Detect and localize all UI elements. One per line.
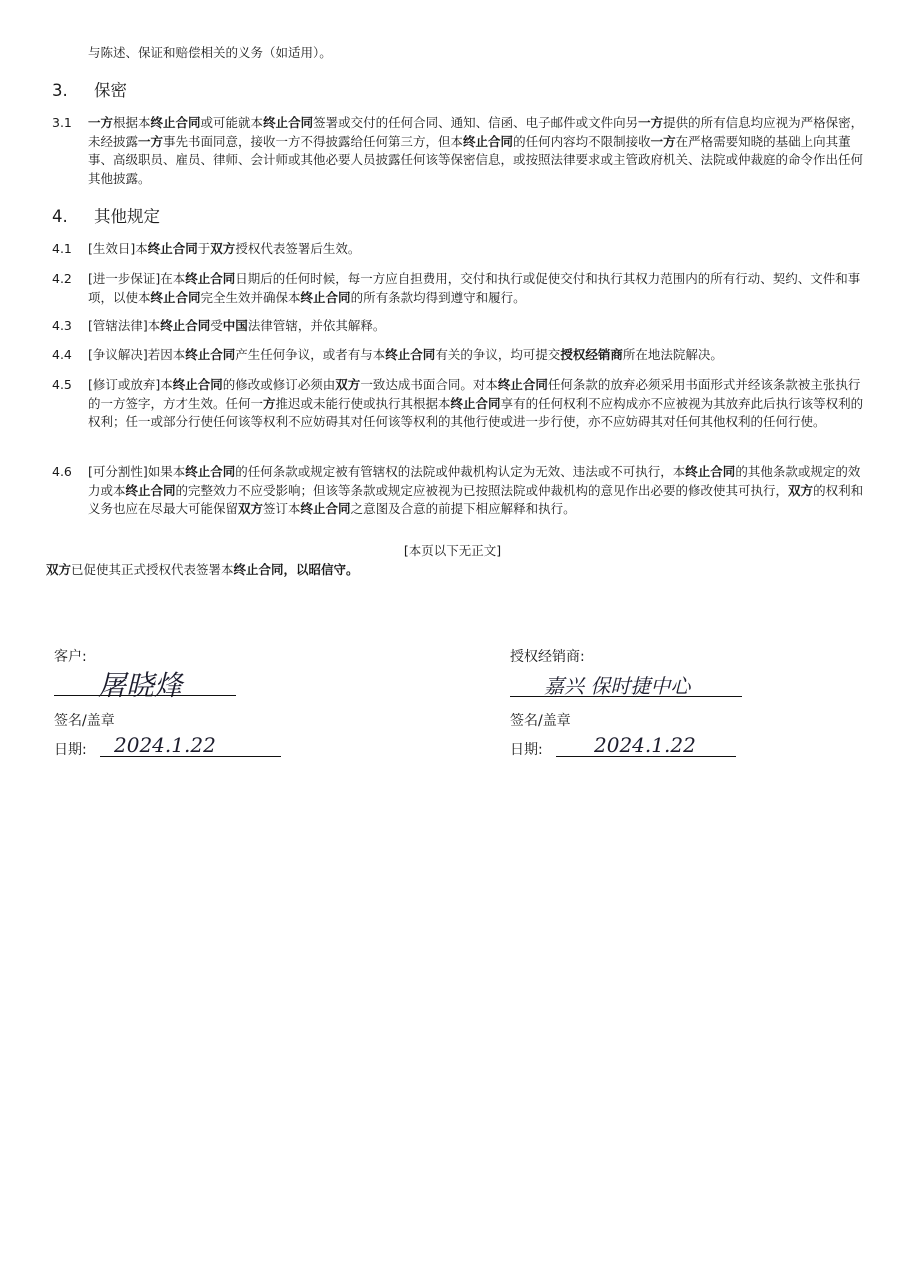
text-run: 任何条款的放弃必须采用书面形式并经该条款被主张执行的一方签字，方才生效。任何一 [88,377,861,411]
text-run: 的所有条款均得到遵守和履行。 [350,289,526,305]
text-run: 完全生效并确保本 [200,289,301,305]
bold-term: 一方 [638,115,664,130]
signature-block-customer [54,646,294,766]
text-run: [可分割性]如果本 [88,464,186,479]
bold-term: 终止合同 [185,347,236,362]
clause-4-1-text [88,240,864,259]
bold-term: 终止合同 [385,347,436,362]
bold-term: 中国 [222,318,248,333]
text-run: [进一步保证]在本 [88,271,186,286]
clause-4-4-text [88,346,864,365]
text-run: 法律管辖，并依其解释。 [247,318,386,333]
clause-4-2-text [88,270,864,307]
text-run: 享有的任何权利不应构成亦不应被视为其放弃此后执行该等权利的权利；任一或部分行使任何该等权利不应妨碍其对任何该等权利的其他行使或进一步行使，亦不应妨碍其对任何其他权利的任何行使。 [88,395,864,429]
text-run: 的其他条款或规定的效力或本 [88,464,861,498]
no-text-below-note: [本页以下无正文] [403,543,502,558]
bold-term: 终止合同 [685,464,736,479]
text-run: 根据本 [113,115,151,130]
clause-4-3-number: 4.3 [52,318,72,333]
clause-4-5-number: 4.5 [52,377,72,392]
bold-term: 双方 [335,377,361,392]
bold-term: 终止合同 [125,482,176,498]
customer-date-line [100,756,281,757]
dealer-signature-line [510,696,742,697]
dealer-sign-seal-label: 签名/盖章 [510,713,571,729]
bold-term: 终止合同 [463,133,514,149]
text-run: 有关的争议，均可提交 [435,347,561,362]
text-run: 所在地法院解决。 [622,347,723,362]
bold-term: 终止合同 [185,271,236,286]
text-run: 已促使其正式授权代表签署本 [71,562,234,577]
text-run: 在严格需要知晓的基础上向其董事、高级职员、雇员、律师、会计师或其他必要人员披露任何该等保密信息，或按照法律要求或主管政府机关、法院或仲裁庭的命令作出任何其他披露。 [88,133,864,186]
text-run: 或可能就本 [200,115,264,130]
clause-4-3 [52,317,864,336]
dealer-handwritten-signature: 嘉兴 保时捷中心 [544,674,691,698]
bold-term: 授权经销商 [560,347,623,362]
text-run: 产生任何争议，或者有与本 [235,347,386,362]
bold-term: 终止合同 [160,318,211,333]
bold-term: 一方 [138,133,164,149]
bold-term: 终止合同 [185,464,236,479]
text-run: 日期后的任何时候，每一方应自担费用，交付和执行或促使交付和执行其权力范围内的所有行动、契约、文件和事项，以使本 [88,271,861,305]
clause-4-6-text [88,463,864,519]
text-run: 的完整效力不应受影响；但该等条款或规定应被视为已按照法院或仲裁机构的意见作出必要的修改使其可执行， [175,482,789,498]
clause-4-1-number: 4.1 [52,241,72,256]
bold-term: 终止合同，以昭信守。 [233,562,359,577]
bold-term: 终止合同 [263,115,314,130]
bold-term: 终止合同 [172,377,223,392]
signature-block-dealer [510,646,760,766]
customer-label: 客户: [54,649,87,665]
section-3-number: 3. [52,81,68,100]
dealer-date-line [556,756,736,757]
text-run: 授权代表签署后生效。 [235,241,361,256]
bold-term: 双方 [788,482,814,498]
section-3-title: 保密 [94,81,127,100]
clause-3-1-text [88,114,864,188]
bold-term: 双方 [238,501,264,516]
bold-term: 终止合同 [150,289,201,305]
clause-4-2-number: 4.2 [52,271,72,286]
bold-term: 终止合同 [300,501,351,516]
clause-4-6 [52,463,864,519]
clause-4-3-text [88,317,864,336]
text-run: [生效日]本 [88,241,148,256]
bold-term: 终止合同 [300,289,351,305]
bold-term: 双方 [210,241,236,256]
bold-term: 双方 [46,562,72,577]
text-run: 的任何内容均不限制接收 [513,133,651,149]
text-run: [争议解决]若因本 [88,347,186,362]
closing-statement [46,560,359,578]
dealer-date-label: 日期: [510,742,543,758]
intro-text: 与陈述、保证和赔偿相关的义务（如适用）。 [88,45,332,60]
clause-4-6-number: 4.6 [52,464,72,479]
clause-4-4-number: 4.4 [52,347,72,362]
text-run: 一致达成书面合同。对本 [360,377,498,392]
section-4-number: 4. [52,207,68,226]
text-run: 的修改或修订必须由 [222,377,336,392]
text-run: 签署或交付的任何合同、通知、信函、电子邮件或文件向另 [313,115,639,130]
customer-handwritten-date: 2024.1.22 [114,733,216,757]
text-run: 的权利和义务也应在尽最大可能保留 [88,482,864,516]
section-4-title: 其他规定 [94,207,160,226]
dealer-handwritten-date: 2024.1.22 [594,733,696,757]
clause-4-4 [52,346,864,365]
text-run: 于 [197,241,211,256]
text-run: 之意图及合意的前提下相应解释和执行。 [350,501,576,516]
clause-3-1 [52,114,864,188]
text-run: 受 [210,318,223,333]
customer-signature-line [54,695,236,696]
clause-4-5 [52,376,864,432]
clause-4-5-text [88,376,864,432]
bold-term: 终止合同 [150,115,201,130]
bold-term: 终止合同 [147,241,198,256]
bold-term: 一方 [88,115,114,130]
text-run: 签订本 [263,501,301,516]
bold-term: 终止合同 [497,377,548,392]
text-run: 事先书面同意，接收一方不得披露给任何第三方，但本 [163,133,464,149]
clause-3-1-number: 3.1 [52,115,72,130]
bold-term: 方 [263,395,276,411]
customer-sign-seal-label: 签名/盖章 [54,713,115,729]
customer-handwritten-signature: 屠晓烽 [98,669,183,702]
bold-term: 终止合同 [450,395,501,411]
text-run: [管辖法律]本 [88,318,161,333]
text-run: 的任何条款或规定被有管辖权的法院或仲裁机构认定为无效、违法或不可执行，本 [235,464,686,479]
text-run: 提供的所有信息均应视为严格保密，未经披露 [88,115,864,149]
clause-4-2 [52,270,864,307]
text-run: 推迟或未能行使或执行其根据本 [275,395,451,411]
clause-4-1 [52,240,864,259]
bold-term: 一方 [650,133,676,149]
customer-date-label: 日期: [54,742,87,758]
text-run: [修订或放弃]本 [88,377,173,392]
dealer-label: 授权经销商: [510,649,585,665]
